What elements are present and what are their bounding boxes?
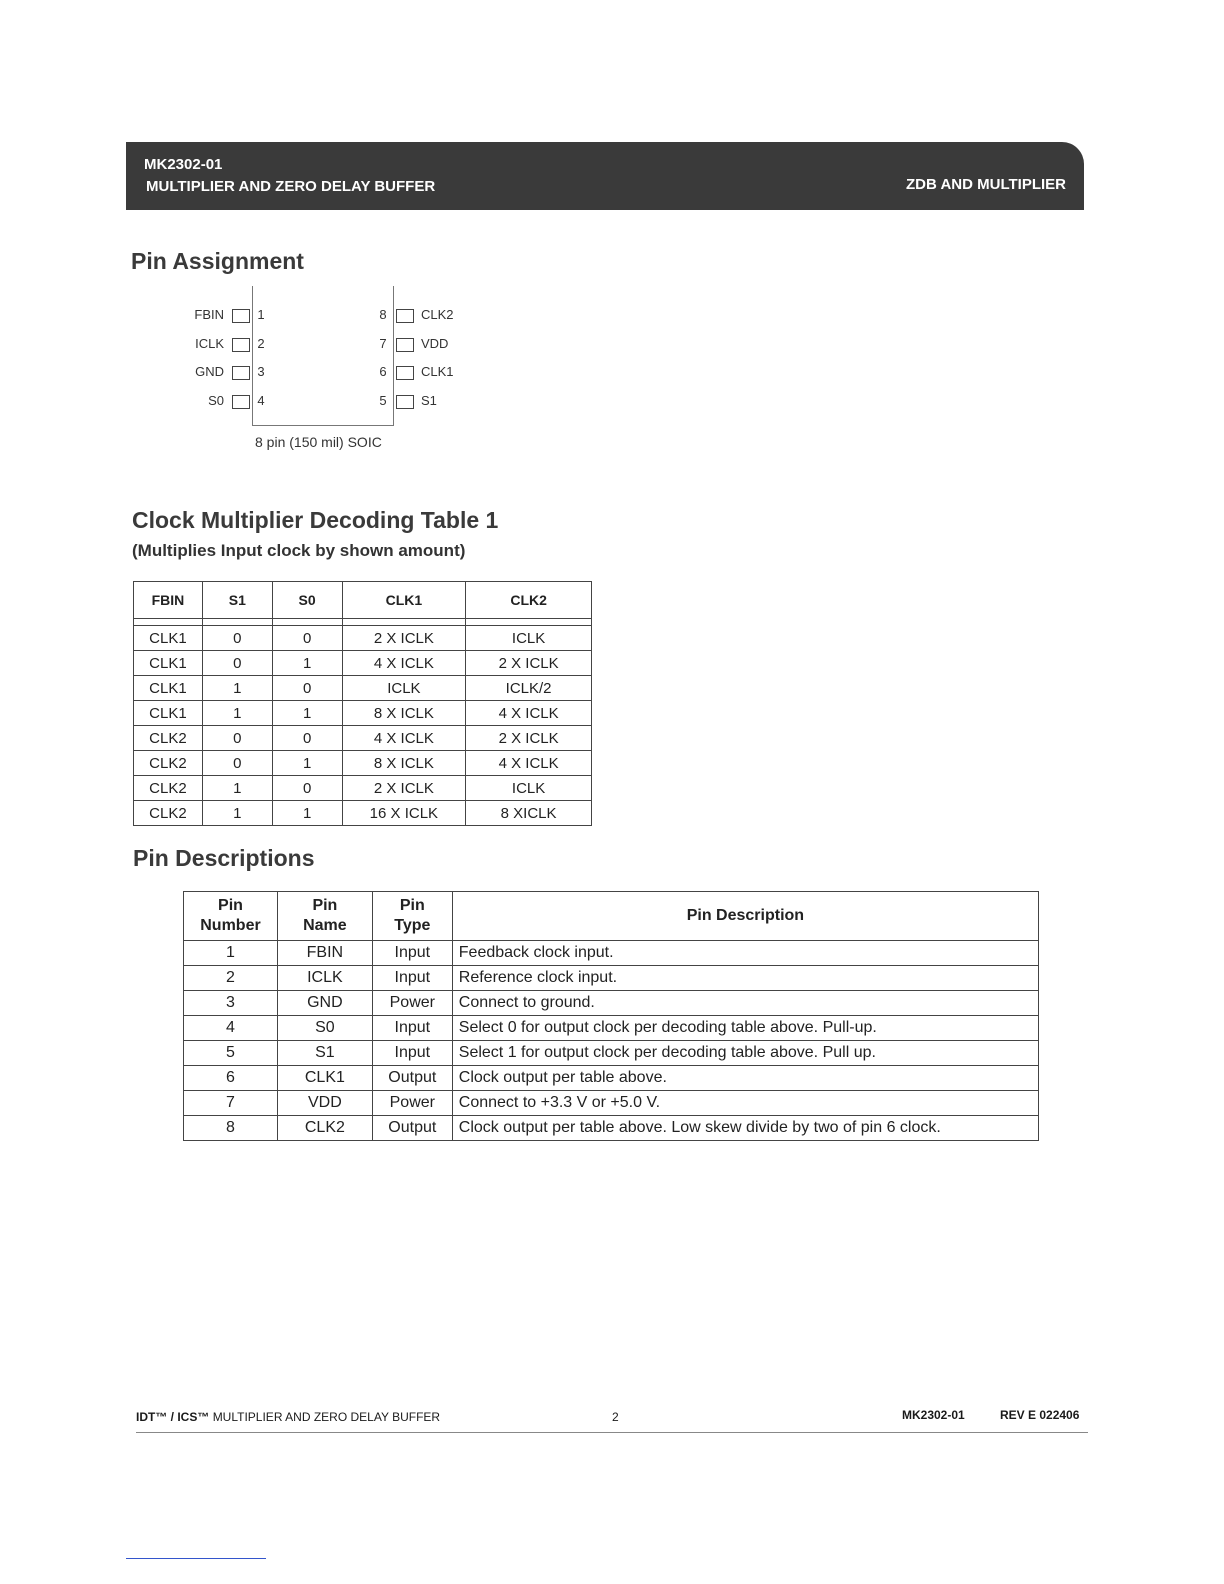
header-line-1: Pin	[218, 897, 243, 914]
pin-number-left: 4	[257, 393, 265, 408]
pin-label-left: FBIN	[194, 307, 224, 322]
pin-number-right: 7	[379, 336, 387, 351]
pin-desc-cell: Input	[372, 966, 452, 991]
decoding-cell: CLK2	[134, 776, 203, 801]
pin-box-right	[396, 307, 414, 323]
pin-desc-header-cell	[277, 892, 372, 941]
pin-desc-cell: Clock output per table above.	[452, 1066, 1038, 1091]
pin-descriptions-table	[183, 891, 1039, 1141]
decoding-cell: 0	[202, 651, 272, 676]
footer-title	[136, 1410, 440, 1424]
pin-number-left: 1	[257, 307, 265, 322]
package-label: 8 pin (150 mil) SOIC	[255, 434, 382, 450]
pin-label-left: ICLK	[195, 336, 224, 351]
pin-descriptions-title: Pin Descriptions	[133, 845, 315, 871]
pin-desc-cell: Clock output per table above. Low skew divide by two of pin 6 clock.	[452, 1116, 1038, 1141]
header-part-number: MK2302-01	[144, 156, 223, 173]
pin-label-left: GND	[195, 364, 224, 379]
decoding-cell: 0	[202, 751, 272, 776]
page-footer	[136, 1406, 1088, 1433]
decoding-spacer-row	[134, 619, 592, 626]
pin-desc-cell: FBIN	[277, 941, 372, 966]
decoding-cell: 4 X ICLK	[466, 751, 592, 776]
header-line-1: Pin	[399, 897, 425, 914]
pin-number-right: 8	[379, 307, 387, 322]
decoding-header-cell: CLK2	[466, 582, 592, 619]
header-banner	[126, 142, 1084, 210]
decoding-cell: 2 X ICLK	[466, 726, 592, 751]
table-row	[184, 941, 1039, 966]
pin-desc-cell: Power	[372, 991, 452, 1016]
pin-desc-cell: 6	[184, 1066, 278, 1091]
header-line-2: Name	[303, 917, 347, 934]
decoding-cell: 1	[272, 751, 342, 776]
footer-brand: IDT™ / ICS™	[136, 1410, 210, 1424]
decoding-cell: 0	[272, 676, 342, 701]
pin-desc-cell: S0	[277, 1016, 372, 1041]
decoding-header-cell: S1	[202, 582, 272, 619]
pin-number-left: 2	[257, 336, 265, 351]
pin-desc-cell: Input	[372, 1041, 452, 1066]
decoding-table-subtitle: (Multiplies Input clock by shown amount)	[132, 541, 466, 560]
table-row	[184, 966, 1039, 991]
table-row	[134, 726, 592, 751]
pin-label-right: S1	[421, 393, 437, 408]
pin-number-left: 3	[257, 364, 265, 379]
pin-desc-cell: Input	[372, 941, 452, 966]
pin-label-right: VDD	[421, 336, 449, 351]
footer-doc-title: MULTIPLIER AND ZERO DELAY BUFFER	[212, 1410, 441, 1424]
pin-desc-cell: Reference clock input.	[452, 966, 1038, 991]
pin-desc-cell: GND	[277, 991, 372, 1016]
pin-box-left	[232, 393, 250, 409]
pin-box-right	[396, 336, 414, 352]
decoding-cell: 16 X ICLK	[342, 801, 466, 826]
decoding-cell: CLK1	[134, 676, 203, 701]
pin-label-right: CLK2	[421, 307, 454, 322]
pin-desc-cell: 2	[184, 966, 278, 991]
decoding-cell: 4 X ICLK	[342, 651, 466, 676]
table-row	[184, 991, 1039, 1016]
pin-desc-header-cell	[184, 892, 278, 941]
footer-page-number: 2	[612, 1410, 619, 1424]
decoding-cell: 0	[202, 726, 272, 751]
table-row	[184, 1016, 1039, 1041]
header-line-2: Type	[394, 917, 431, 934]
pin-desc-cell: Select 0 for output clock per decoding table above. Pull-up.	[452, 1016, 1038, 1041]
header-line-2: Number	[200, 917, 261, 934]
decoding-cell: ICLK/2	[466, 676, 592, 701]
decoding-cell: CLK1	[134, 626, 203, 651]
pin-desc-cell: 7	[184, 1091, 278, 1116]
pin-box-right	[396, 364, 414, 380]
decoding-table-title: Clock Multiplier Decoding Table 1	[132, 507, 499, 533]
table-row	[134, 626, 592, 651]
decoding-cell: 1	[202, 801, 272, 826]
table-row	[184, 1066, 1039, 1091]
table-row	[134, 651, 592, 676]
pin-desc-cell: 4	[184, 1016, 278, 1041]
pin-desc-cell: CLK1	[277, 1066, 372, 1091]
pin-desc-cell: 5	[184, 1041, 278, 1066]
pin-number-right: 6	[379, 364, 387, 379]
pin-desc-cell: Select 1 for output clock per decoding table above. Pull up.	[452, 1041, 1038, 1066]
decoding-table	[133, 581, 592, 826]
table-row	[134, 676, 592, 701]
bottom-rule	[126, 1558, 266, 1559]
decoding-cell: 1	[202, 776, 272, 801]
decoding-cell: 1	[272, 701, 342, 726]
chip-outline	[252, 286, 394, 426]
pin-desc-header-cell	[372, 892, 452, 941]
decoding-cell: 0	[272, 626, 342, 651]
pin-desc-cell: S1	[277, 1041, 372, 1066]
decoding-cell: 0	[272, 726, 342, 751]
decoding-cell: 8 XICLK	[466, 801, 592, 826]
decoding-cell: 1	[202, 701, 272, 726]
pin-desc-cell: Connect to +3.3 V or +5.0 V.	[452, 1091, 1038, 1116]
decoding-header-cell: CLK1	[342, 582, 466, 619]
pin-desc-cell: Output	[372, 1066, 452, 1091]
header-line-1: Pin Description	[686, 907, 805, 924]
pin-number-right: 5	[379, 393, 387, 408]
decoding-cell: CLK1	[134, 701, 203, 726]
pin-desc-cell: 3	[184, 991, 278, 1016]
decoding-cell: 1	[202, 676, 272, 701]
table-row	[184, 1041, 1039, 1066]
pin-box-right	[396, 393, 414, 409]
footer-part-number: MK2302-01	[902, 1408, 965, 1422]
pin-desc-cell: Feedback clock input.	[452, 941, 1038, 966]
header-right-label: ZDB AND MULTIPLIER	[906, 176, 1066, 193]
pin-desc-cell: VDD	[277, 1091, 372, 1116]
decoding-cell: 1	[272, 801, 342, 826]
pin-desc-header-cell	[452, 892, 1038, 941]
header-line-1: Pin	[312, 897, 338, 914]
table-row	[134, 801, 592, 826]
decoding-cell: 4 X ICLK	[466, 701, 592, 726]
decoding-cell: 2 X ICLK	[342, 776, 466, 801]
decoding-cell: CLK2	[134, 726, 203, 751]
pin-box-left	[232, 307, 250, 323]
decoding-header-cell: FBIN	[134, 582, 203, 619]
decoding-cell: 0	[272, 776, 342, 801]
pin-desc-cell: Power	[372, 1091, 452, 1116]
table-row	[134, 776, 592, 801]
pin-desc-cell: Input	[372, 1016, 452, 1041]
footer-revision: REV E 022406	[1000, 1408, 1080, 1422]
decoding-table-header	[134, 582, 592, 619]
pin-desc-cell: ICLK	[277, 966, 372, 991]
decoding-cell: CLK2	[134, 801, 203, 826]
table-row	[184, 1091, 1039, 1116]
decoding-cell: CLK1	[134, 651, 203, 676]
table-row	[184, 1116, 1039, 1141]
pin-desc-cell: 1	[184, 941, 278, 966]
decoding-cell: ICLK	[466, 776, 592, 801]
decoding-cell: 4 X ICLK	[342, 726, 466, 751]
decoding-cell: 0	[202, 626, 272, 651]
pin-descriptions-header	[184, 892, 1039, 941]
decoding-header-cell: S0	[272, 582, 342, 619]
decoding-cell: 8 X ICLK	[342, 701, 466, 726]
decoding-cell: 1	[272, 651, 342, 676]
pin-desc-cell: Connect to ground.	[452, 991, 1038, 1016]
table-row	[134, 701, 592, 726]
pin-label-left: S0	[208, 393, 224, 408]
pin-desc-cell: Output	[372, 1116, 452, 1141]
decoding-cell: 8 X ICLK	[342, 751, 466, 776]
pin-label-right: CLK1	[421, 364, 454, 379]
pin-box-left	[232, 364, 250, 380]
decoding-cell: CLK2	[134, 751, 203, 776]
table-row	[134, 751, 592, 776]
header-subtitle: MULTIPLIER AND ZERO DELAY BUFFER	[146, 178, 436, 195]
decoding-cell: ICLK	[466, 626, 592, 651]
decoding-cell: 2 X ICLK	[342, 626, 466, 651]
decoding-cell: 2 X ICLK	[466, 651, 592, 676]
pin-desc-cell: CLK2	[277, 1116, 372, 1141]
decoding-cell: ICLK	[342, 676, 466, 701]
pin-assignment-title: Pin Assignment	[131, 248, 304, 274]
pin-desc-cell: 8	[184, 1116, 278, 1141]
pin-box-left	[232, 336, 250, 352]
